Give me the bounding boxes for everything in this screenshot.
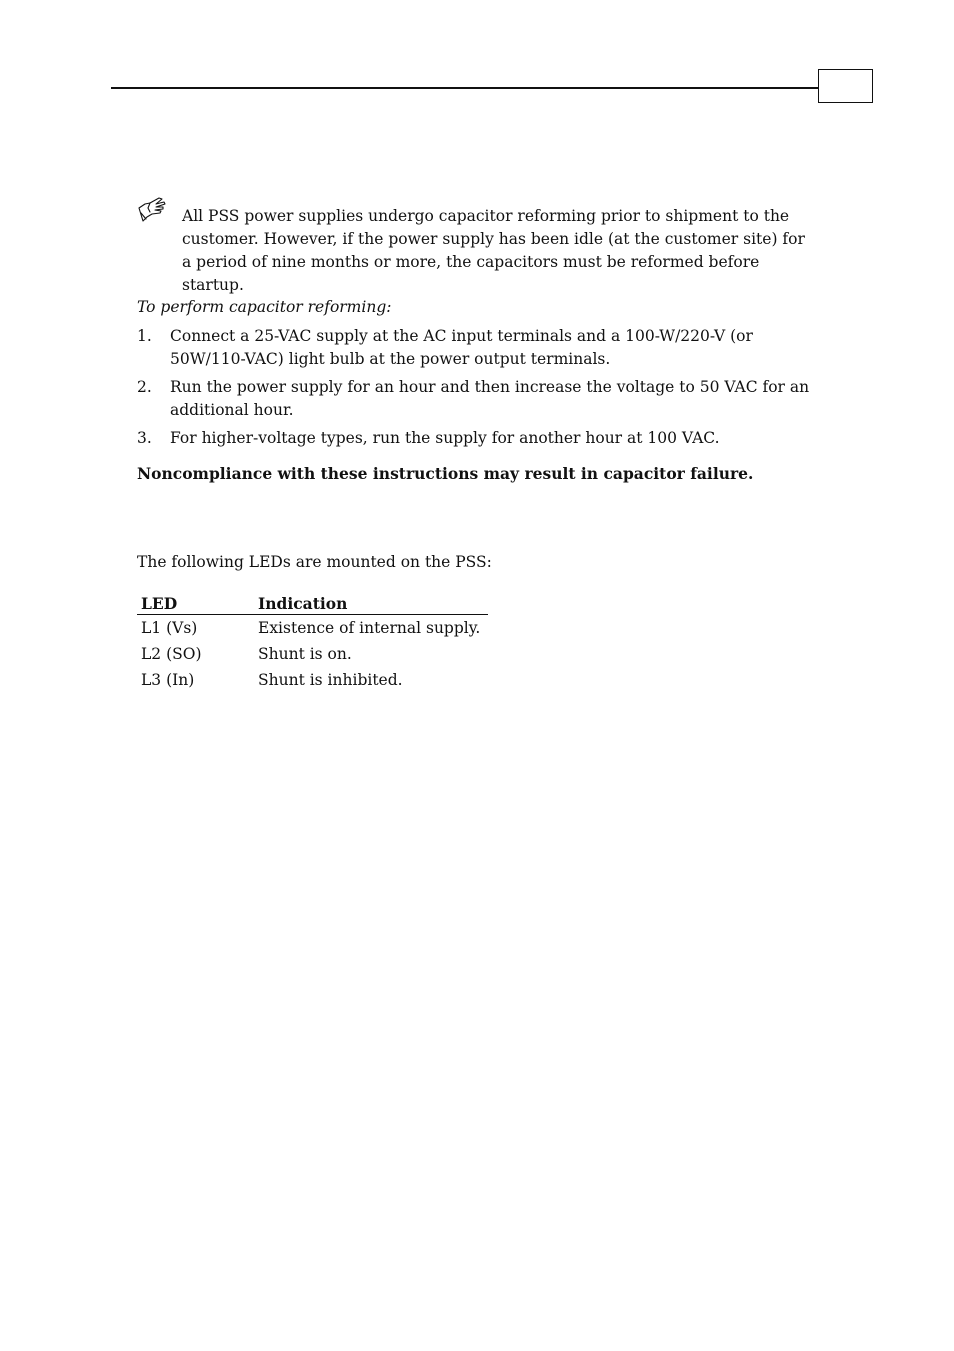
column-header-led: LED xyxy=(137,593,254,615)
led-intro-text: The following LEDs are mounted on the PSS: xyxy=(137,553,492,571)
step-number: 2. xyxy=(137,378,152,396)
led-name-cell: L1 (Vs) xyxy=(141,619,198,637)
table-row xyxy=(137,641,488,667)
led-table xyxy=(137,593,488,693)
step-text: For higher-voltage types, run the supply for another hour at 100 VAC. xyxy=(170,429,720,447)
table-row xyxy=(137,615,488,642)
column-header-indication: Indication xyxy=(254,593,488,615)
step-text: Run the power supply for an hour and then increase the voltage to 50 VAC for an additional hour. xyxy=(170,378,810,419)
led-name-cell: L3 (In) xyxy=(141,671,195,689)
table-header-row xyxy=(137,593,488,615)
led-indication-cell: Existence of internal supply. xyxy=(258,619,481,637)
page-number-box xyxy=(818,69,873,103)
led-indication-cell: Shunt is inhibited. xyxy=(258,671,403,689)
pointing-hand-icon xyxy=(137,195,169,225)
step-text: Connect a 25-VAC supply at the AC input terminals and a 100-W/220-V (or 50W/110-VAC) light bulb at the power output terminals. xyxy=(170,327,753,368)
step-number: 1. xyxy=(137,327,152,345)
procedure-step xyxy=(137,427,817,450)
step-number: 3. xyxy=(137,429,152,447)
procedure-step xyxy=(137,376,817,422)
led-indication-cell: Shunt is on. xyxy=(258,645,352,663)
procedure-step xyxy=(137,325,817,371)
procedure-heading: To perform capacitor reforming: xyxy=(137,298,392,316)
header-rule xyxy=(111,87,819,89)
table-row xyxy=(137,667,488,693)
led-name-cell: L2 (SO) xyxy=(141,645,202,663)
warning-text: Noncompliance with these instructions may result in capacitor failure. xyxy=(137,464,754,483)
note-text: All PSS power supplies undergo capacitor reforming prior to shipment to the customer. However, if the power supply has been idle (at the customer site) for a period of nine months or more, the capacitors must be reformed before startup. xyxy=(182,207,805,294)
